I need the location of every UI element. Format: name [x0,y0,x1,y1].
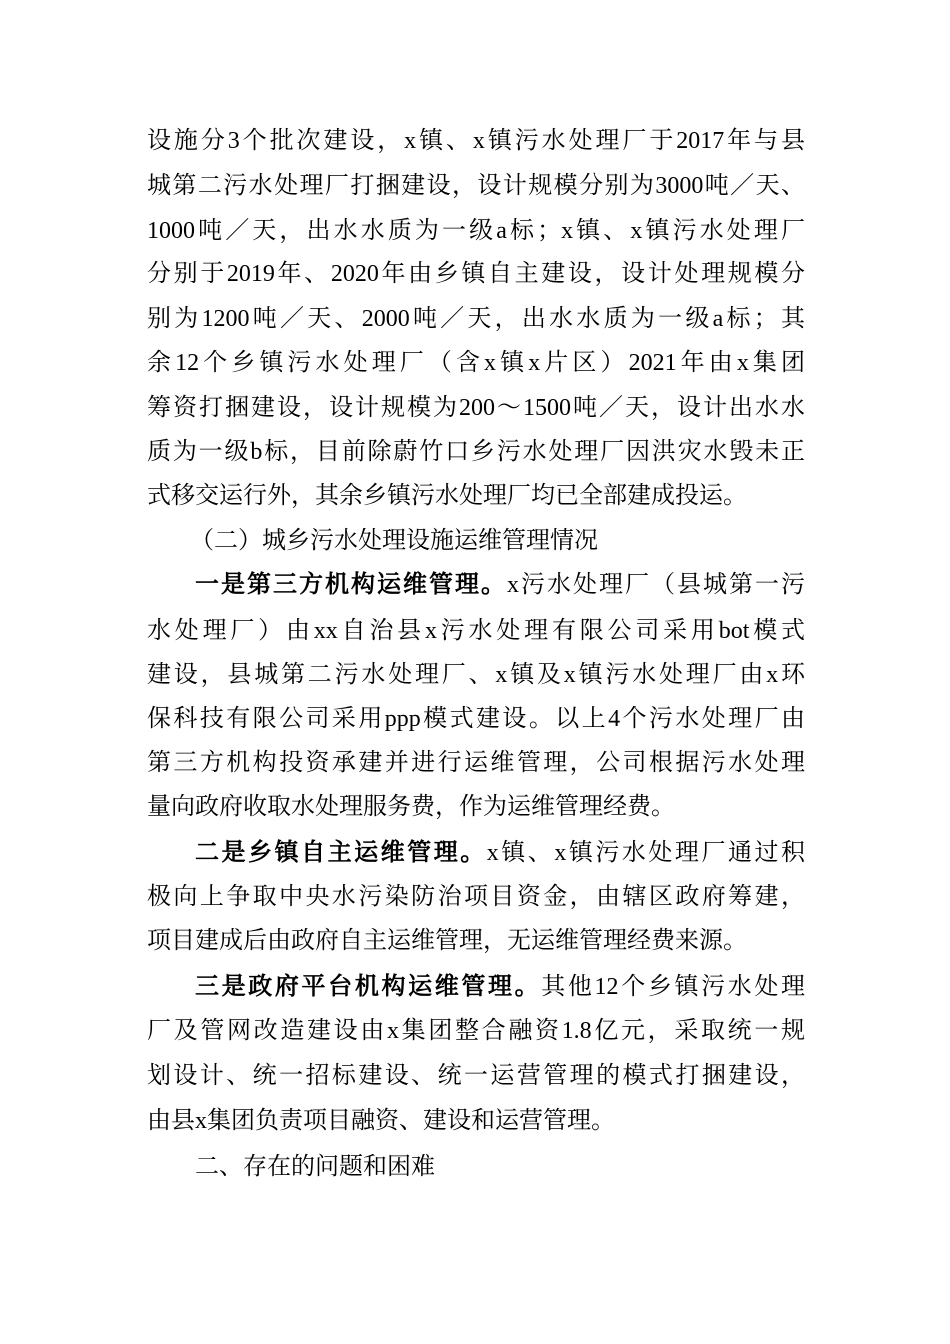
text-line [147,882,805,912]
text-line [147,1016,805,1046]
line-text: 城第二污水处理厂打捆建设，设计规模分别为3000吨／天、 [147,173,805,199]
line-text: 分别于2019年、2020年由乡镇自主建设，设计处理规模分 [147,261,805,287]
text-line [147,437,805,467]
text-line [147,1106,805,1136]
text-line [147,171,805,201]
line-text: 余12个乡镇污水处理厂（含x镇x片区）2021年由x集团 [147,350,805,376]
line-text: x污水处理厂（县城第一污 [507,572,805,598]
line-text: 由县x集团负责项目融资、建设和运营管理。 [147,1108,615,1134]
line-text: 量向政府收取水处理服务费，作为运维管理经费。 [147,794,675,820]
bold-lead-phrase: 二是乡镇自主运维管理。 [195,840,487,866]
line-text: x镇、x镇污水处理厂通过积 [486,840,806,866]
text-line [147,616,805,646]
text-line [147,792,805,822]
bold-lead-phrase: 一是第三方机构运维管理。 [195,572,507,598]
line-text: 划设计、统一招标建设、统一运营管理的模式打捆建设， [147,1063,805,1089]
line-text: 式移交运行外，其余乡镇污水处理厂均已全部建成投运。 [147,483,747,509]
subsection-heading [190,526,848,556]
line-text: 项目建成后由政府自主运维管理，无运维管理经费来源。 [147,928,747,954]
line-text: 1000吨／天，出水水质为一级a标；x镇、x镇污水处理厂 [147,218,805,244]
text-line [147,304,805,334]
line-text: 水处理厂）由xx自治县x污水处理有限公司采用bot模式 [147,618,805,644]
text-line [147,1061,805,1091]
section-heading [195,1152,805,1182]
line-text: 筹资打捆建设，设计规模为200～1500吨／天，设计出水水 [147,395,805,421]
line-text: 极向上争取中央水污染防治项目资金，由辖区政府筹建， [147,884,805,910]
text-line [147,216,805,246]
text-line [147,393,805,423]
line-text: 别为1200吨／天、2000吨／天，出水水质为一级a标；其 [147,306,805,332]
text-line [147,748,805,778]
line-text: 第三方机构投资承建并进行运维管理，公司根据污水处理 [147,750,805,776]
text-line [147,348,805,378]
text-line [147,259,805,289]
line-text: 保科技有限公司采用ppp模式建设。以上4个污水处理厂由 [147,706,805,732]
text-line [147,481,805,511]
line-text: 厂及管网改造建设由x集团整合融资1.8亿元，采取统一规 [147,1018,805,1044]
line-text: 建设，县城第二污水处理厂、x镇及x镇污水处理厂由x环 [147,662,805,688]
line-text: （二）城乡污水处理设施运维管理情况 [190,528,598,554]
line-text: 质为一级b标，目前除蔚竹口乡污水处理厂因洪灾水毁未正 [147,439,805,465]
text-line [147,126,805,156]
line-text: 其他12个乡镇污水处理 [541,974,806,1000]
text-line [195,838,805,868]
text-line [195,972,805,1002]
text-line [147,926,805,956]
text-line [195,570,805,600]
text-line [147,704,805,734]
line-text: 二、存在的问题和困难 [195,1154,435,1180]
line-text: 设施分3个批次建设，x镇、x镇污水处理厂于2017年与县 [147,128,805,154]
text-line [147,660,805,690]
bold-lead-phrase: 三是政府平台机构运维管理。 [195,974,542,1000]
